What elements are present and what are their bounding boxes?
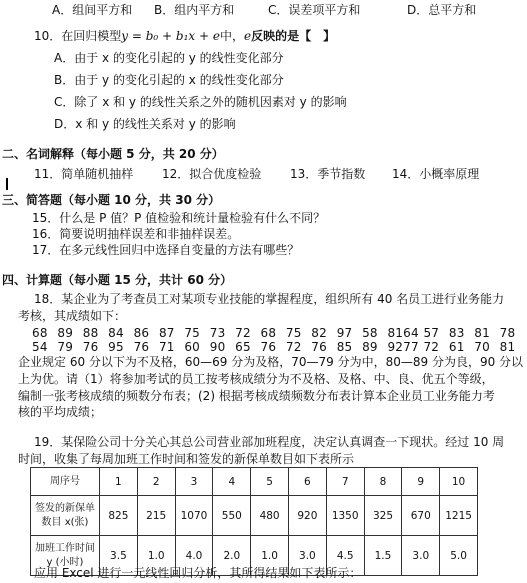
row1-label-a: 签发的新保单 — [35, 502, 95, 514]
section3-title: 三、简答题（每小题 10 分，共 30 分） — [2, 193, 221, 207]
score-value: 57 — [423, 326, 440, 340]
item-17: 17．在多元线性回归中选择自变量的方法有哪些？ — [32, 243, 300, 257]
week-cell: 6 — [288, 468, 326, 496]
text-cursor — [6, 178, 8, 190]
score-value: 68 — [32, 326, 48, 340]
q10-stem — [34, 28, 335, 44]
row2-label-b: y (小时) — [46, 556, 84, 568]
item-16: 16．简要说明抽样误差和非抽样误差。 — [32, 227, 240, 241]
q10-option-b: B．由于 y 的变化引起的 x 的线性变化部分 — [54, 73, 284, 87]
section2-title: 二、名词解释（每小题 5 分，共 20 分） — [2, 147, 224, 161]
score-value: 72 — [423, 340, 440, 354]
table-cell: 3.5 — [100, 536, 138, 576]
score-value: 83 — [448, 326, 465, 340]
row1-label-b: 数目 x(张) — [41, 516, 89, 528]
score-value: 84 — [108, 326, 124, 340]
q18-rule-line4: 核的平均成绩； — [18, 405, 103, 419]
score-value: 79 — [57, 340, 74, 354]
q9-option-b: B．组内平方和 — [154, 3, 235, 17]
score-value: 75 — [184, 326, 201, 340]
week-cell: 3 — [175, 468, 213, 496]
score-value: 78 — [499, 326, 516, 340]
q9-option-d: D．总平方和 — [407, 3, 477, 17]
q10-prefix: 10．在回归模型 — [34, 29, 122, 43]
q10-epsilon: e — [243, 29, 252, 43]
q9-option-c: C．误差项平方和 — [268, 3, 361, 17]
table-cell: 1.5 — [364, 536, 402, 576]
week-cell: 9 — [402, 468, 440, 496]
item-11: 11．简单随机抽样 — [34, 167, 134, 181]
row1-label — [31, 496, 100, 536]
score-value: 75 — [285, 326, 302, 340]
week-cell: 4 — [213, 468, 251, 496]
score-value: 8164 — [387, 326, 419, 340]
q18-rule-line3: 编制一张考核成绩的频数分布表；(2) 根据考核成绩频数分布表计算本企业员工业务能力考 — [18, 389, 495, 403]
table-cell: 215 — [137, 496, 175, 536]
q19-intro-line1: 19．某保险公司十分关心其总公司营业部加班程度，决定认真调查一下现状。经过 10 周 — [34, 435, 505, 449]
score-value: 54 — [32, 340, 48, 354]
score-value: 85 — [336, 340, 353, 354]
q10-middle: 中， — [219, 29, 244, 43]
scores-row-1 — [32, 326, 525, 340]
table-cell: 670 — [402, 496, 440, 536]
q19-data-table — [30, 467, 478, 576]
week-cell: 8 — [364, 468, 402, 496]
scores-row-2 — [32, 340, 525, 354]
table-cell: 325 — [364, 496, 402, 536]
table-header-row — [31, 468, 478, 496]
week-cell: 10 — [440, 468, 478, 496]
score-value: 76 — [311, 340, 327, 354]
q10-formula: y = b₀ + b₁x + e — [121, 29, 220, 43]
q10-option-d: D．x 和 y 的线性关系对 y 的影响 — [54, 117, 236, 131]
table-cell: 480 — [251, 496, 289, 536]
score-value: 95 — [108, 340, 124, 354]
section4-title: 四、计算题（每小题 15 分，共计 60 分） — [2, 273, 233, 287]
score-value: 89 — [362, 340, 378, 354]
item-13: 13．季节指数 — [290, 167, 366, 181]
q10-suffix: 反映的是【 】 — [251, 29, 336, 43]
table-cell: 920 — [288, 496, 326, 536]
q10-option-a: A．由于 x 的变化引起的 y 的线性变化部分 — [54, 51, 284, 65]
week-cell: 5 — [251, 468, 289, 496]
score-value: 70 — [474, 340, 490, 354]
score-value: 82 — [311, 326, 327, 340]
table-cell: 3.0 — [402, 536, 440, 576]
score-value: 65 — [235, 340, 251, 354]
table-cell: 2.0 — [213, 536, 251, 576]
header-label: 周序号 — [31, 468, 100, 496]
score-value: 60 — [184, 340, 201, 354]
score-value: 97 — [336, 326, 353, 340]
score-value: 76 — [133, 340, 150, 354]
score-value: 68 — [260, 326, 277, 340]
score-value: 81 — [474, 326, 490, 340]
table-cell: 1350 — [326, 496, 364, 536]
score-value: 90 — [209, 340, 226, 354]
table-cell: 4.5 — [326, 536, 364, 576]
score-value: 88 — [82, 326, 99, 340]
item-12: 12．拟合优度检验 — [162, 167, 262, 181]
table-cell: 1215 — [440, 496, 478, 536]
score-value: 86 — [133, 326, 150, 340]
table-row-policies — [31, 496, 478, 536]
table-cell: 1070 — [175, 496, 213, 536]
score-value: 87 — [158, 326, 175, 340]
row2-label-a: 加班工作时间 — [35, 542, 95, 554]
table-cell: 1.0 — [251, 536, 289, 576]
score-value: 71 — [158, 340, 175, 354]
table-cell: 4.0 — [175, 536, 213, 576]
q18-rule-line2: 上为优。请（1）将参加考试的员工按考核成绩分为不及格、及格、中、良、优五个等级， — [18, 372, 494, 386]
q18-rule-line1: 企业规定 60 分以下为不及格，60—69 分为及格，70—79 分为中，80—89 分为良，90 分以 — [18, 355, 524, 369]
score-value: 73 — [209, 326, 226, 340]
q19-outro: 应用 Excel 进行一元线性回归分析，其所得结果如下表所示： — [34, 566, 362, 580]
score-value: 9277 — [387, 340, 419, 354]
score-value: 76 — [82, 340, 99, 354]
week-cell: 7 — [326, 468, 364, 496]
table-cell: 825 — [100, 496, 138, 536]
q10-option-c: C．除了 x 和 y 的线性关系之外的随机因素对 y 的影响 — [54, 95, 347, 109]
score-value: 81 — [499, 340, 516, 354]
item-14: 14．小概率原理 — [392, 167, 480, 181]
q9-option-a: A．组间平方和 — [52, 3, 133, 17]
score-value: 61 — [448, 340, 465, 354]
score-value: 89 — [57, 326, 74, 340]
table-cell: 1.0 — [137, 536, 175, 576]
score-value: 72 — [285, 340, 302, 354]
score-value: 76 — [260, 340, 277, 354]
score-value: 72 — [235, 326, 251, 340]
q19-intro-line2: 时间，收集了每周加班工作时间和签发的新保单数目如下表所示 — [18, 452, 355, 466]
item-15: 15．什么是 P 值？P 值检验和统计量检验有什么不同？ — [32, 211, 326, 225]
q18-intro-line1: 18．某企业为了考查员工对某项专业技能的掌握程度，组织所有 40 名员工进行业务能力 — [34, 292, 505, 306]
table-cell: 3.0 — [288, 536, 326, 576]
week-cell: 2 — [137, 468, 175, 496]
table-cell: 5.0 — [440, 536, 478, 576]
score-value: 58 — [362, 326, 378, 340]
table-cell: 550 — [213, 496, 251, 536]
week-cell: 1 — [100, 468, 138, 496]
q18-intro-line2: 考核，其成绩如下： — [18, 309, 127, 323]
